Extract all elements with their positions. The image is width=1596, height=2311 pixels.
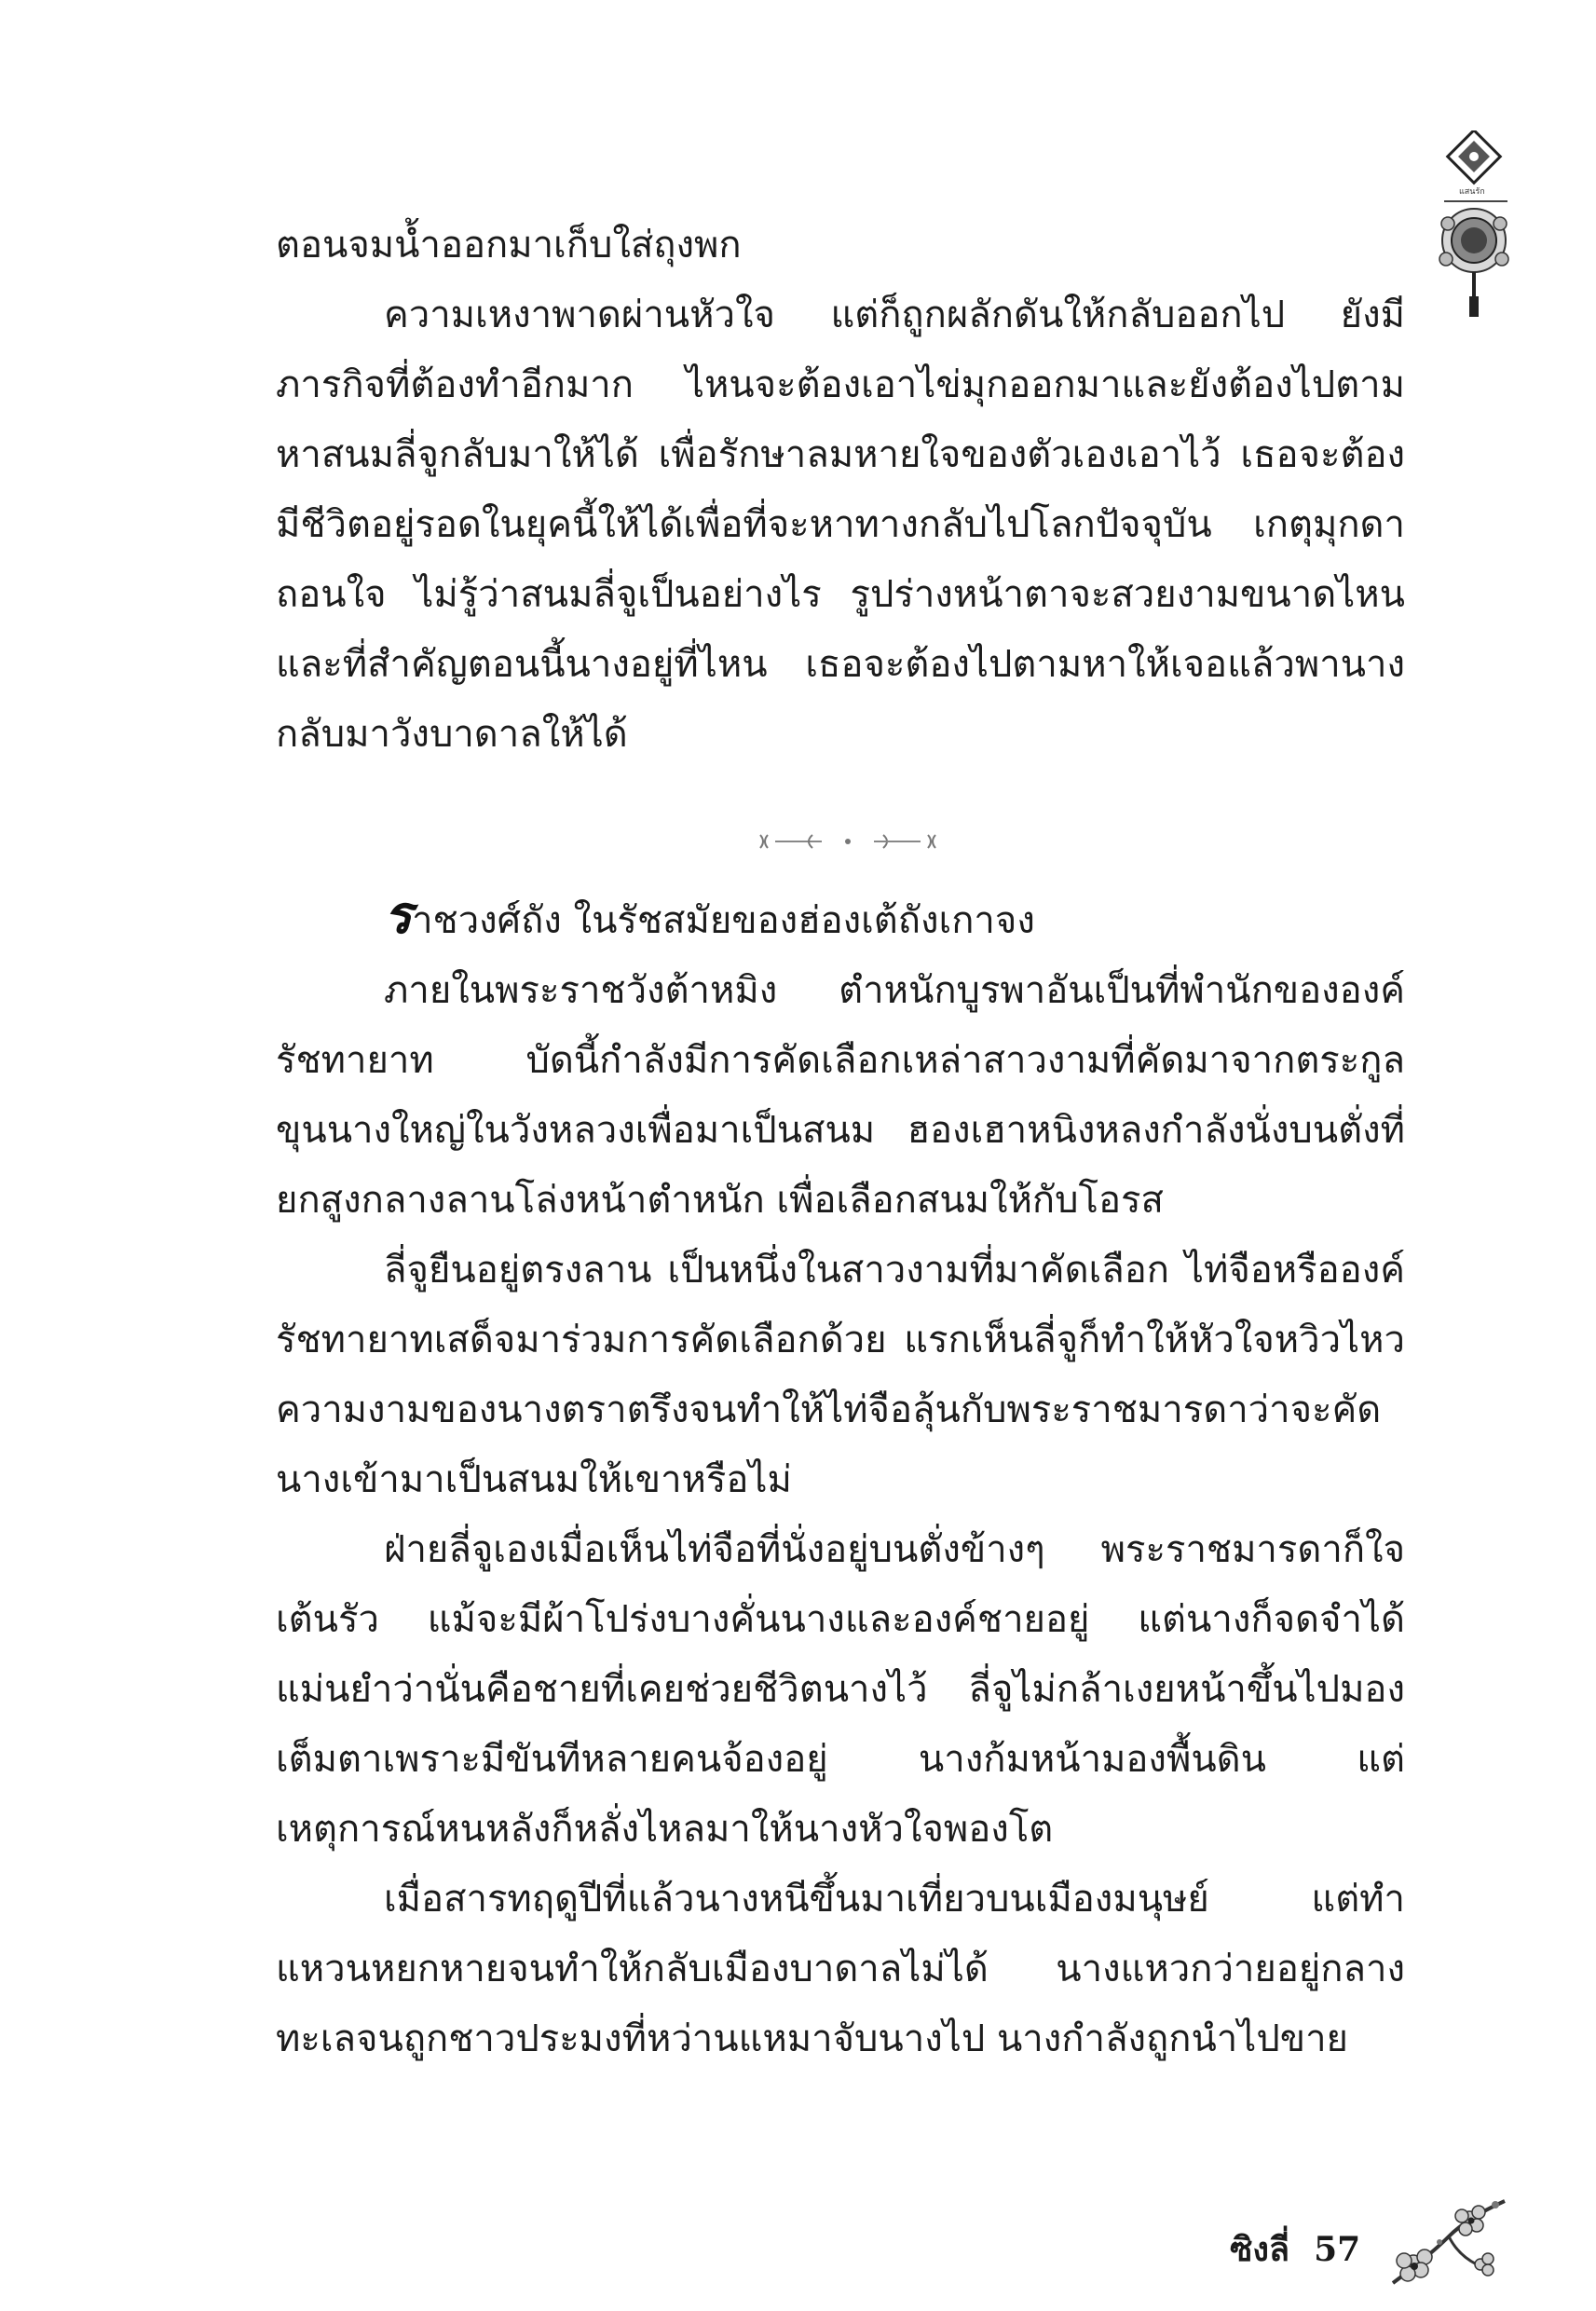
paragraph: ลี่จูยืนอยู่ตรงลาน เป็นหนึ่งในสาวงามที่มาคัดเลือก ไท่จือหรือองค์รัชทายาทเสด็จมาร่วมการคัดเลือกด้วย แรกเห็นลี่จูก็ทำให้หัวใจหวิวไหว ความงามของนางตราตรึงจนทำให้ไท่จือลุ้นกับพระราชมารดาว่าจะคัดนางเข้ามาเป็นสนมให้เขาหรือไม่ [276, 1249, 1405, 1501]
book-title: ซิงลี่ [1230, 2230, 1290, 2269]
scroll-divider-icon [755, 827, 941, 855]
plum-blossom-icon [1384, 2190, 1514, 2292]
chinese-knot-ornament-icon [1435, 130, 1519, 326]
paragraph: ฝ่ายลี่จูเองเมื่อเห็นไท่จือที่นั่งอยู่บนตั่งข้างๆ พระราชมารดาก็ใจเต้นรัว แม้จะมีผ้าโปร่งบางคั่นนางและองค์ชายอยู่ แต่นางก็จดจำได้แม่นยำว่านั่นคือชายที่เคยช่วยชีวิตนางไว้ ลี่จูไม่กล้าเงยหน้าขึ้นไปมองเต็มตาเพราะมีขันทีหลายคนจ้องอยู่ นางก้มหน้ามองพื้นดิน แต่เหตุการณ์หนหลังก็หลั่งไหลมาให้นางหัวใจพองโต [276, 1528, 1405, 1851]
paragraph: ตอนจมน้ำออกมาเก็บใส่ถุงพก [276, 224, 742, 267]
section-heading [276, 881, 1405, 956]
page-number: 57 [1314, 2230, 1361, 2269]
body-text-bottom [276, 881, 1405, 2074]
drop-cap: ร [384, 884, 413, 946]
page-footer [1230, 2222, 1379, 2276]
svg-text:แสนรัก: แสนรัก [1459, 187, 1485, 197]
paragraph: ภายในพระราชวังต้าหมิง ตำหนักบูรพาอันเป็นที่พำนักขององค์รัชทายาท บัดนี้กำลังมีการคัดเลือกเหล่าสาวงามที่คัดมาจากตระกูลขุนนางใหญ่ในวังหลวงเพื่อมาเป็นสนม ฮองเฮาหนิงหลงกำลังนั่งบนตั่งที่ยกสูงกลางลานโล่งหน้าตำหนัก เพื่อเลือกสนมให้กับโอรส [276, 969, 1405, 1222]
body-text-top [276, 211, 1405, 770]
section-heading-text: าชวงศ์ถัง ในรัชสมัยของฮ่องเต้ถังเกาจง [412, 899, 1035, 942]
paragraph: เมื่อสารทฤดูปีที่แล้วนางหนีขึ้นมาเที่ยวบนเมืองมนุษย์ แต่ทำแหวนหยกหายจนทำให้กลับเมืองบาดาลไม่ได้ นางแหวกว่ายอยู่กลางทะเลจนถูกชาวประมงที่หว่านแหมาจับนางไป นางกำลังถูกนำไปขาย [276, 1878, 1405, 2060]
paragraph: ความเหงาพาดผ่านหัวใจ แต่ก็ถูกผลักดันให้กลับออกไป ยังมีภารกิจที่ต้องทำอีกมาก ไหนจะต้องเอาไข่มุกออกมาและยังต้องไปตามหาสนมลี่จูกลับมาให้ได้ เพื่อรักษาลมหายใจของตัวเองเอาไว้ เธอจะต้องมีชีวิตอยู่รอดในยุคนี้ให้ได้เพื่อที่จะหาทางกลับไปโลกปัจจุบัน เกตุมุกดาถอนใจ ไม่รู้ว่าสนมลี่จูเป็นอย่างไร รูปร่างหน้าตาจะสวยงามขนาดไหน และที่สำคัญตอนนี้นางอยู่ที่ไหน เธอจะต้องไปตามหาให้เจอแล้วพานางกลับมาวังบาดาลให้ได้ [276, 294, 1405, 756]
